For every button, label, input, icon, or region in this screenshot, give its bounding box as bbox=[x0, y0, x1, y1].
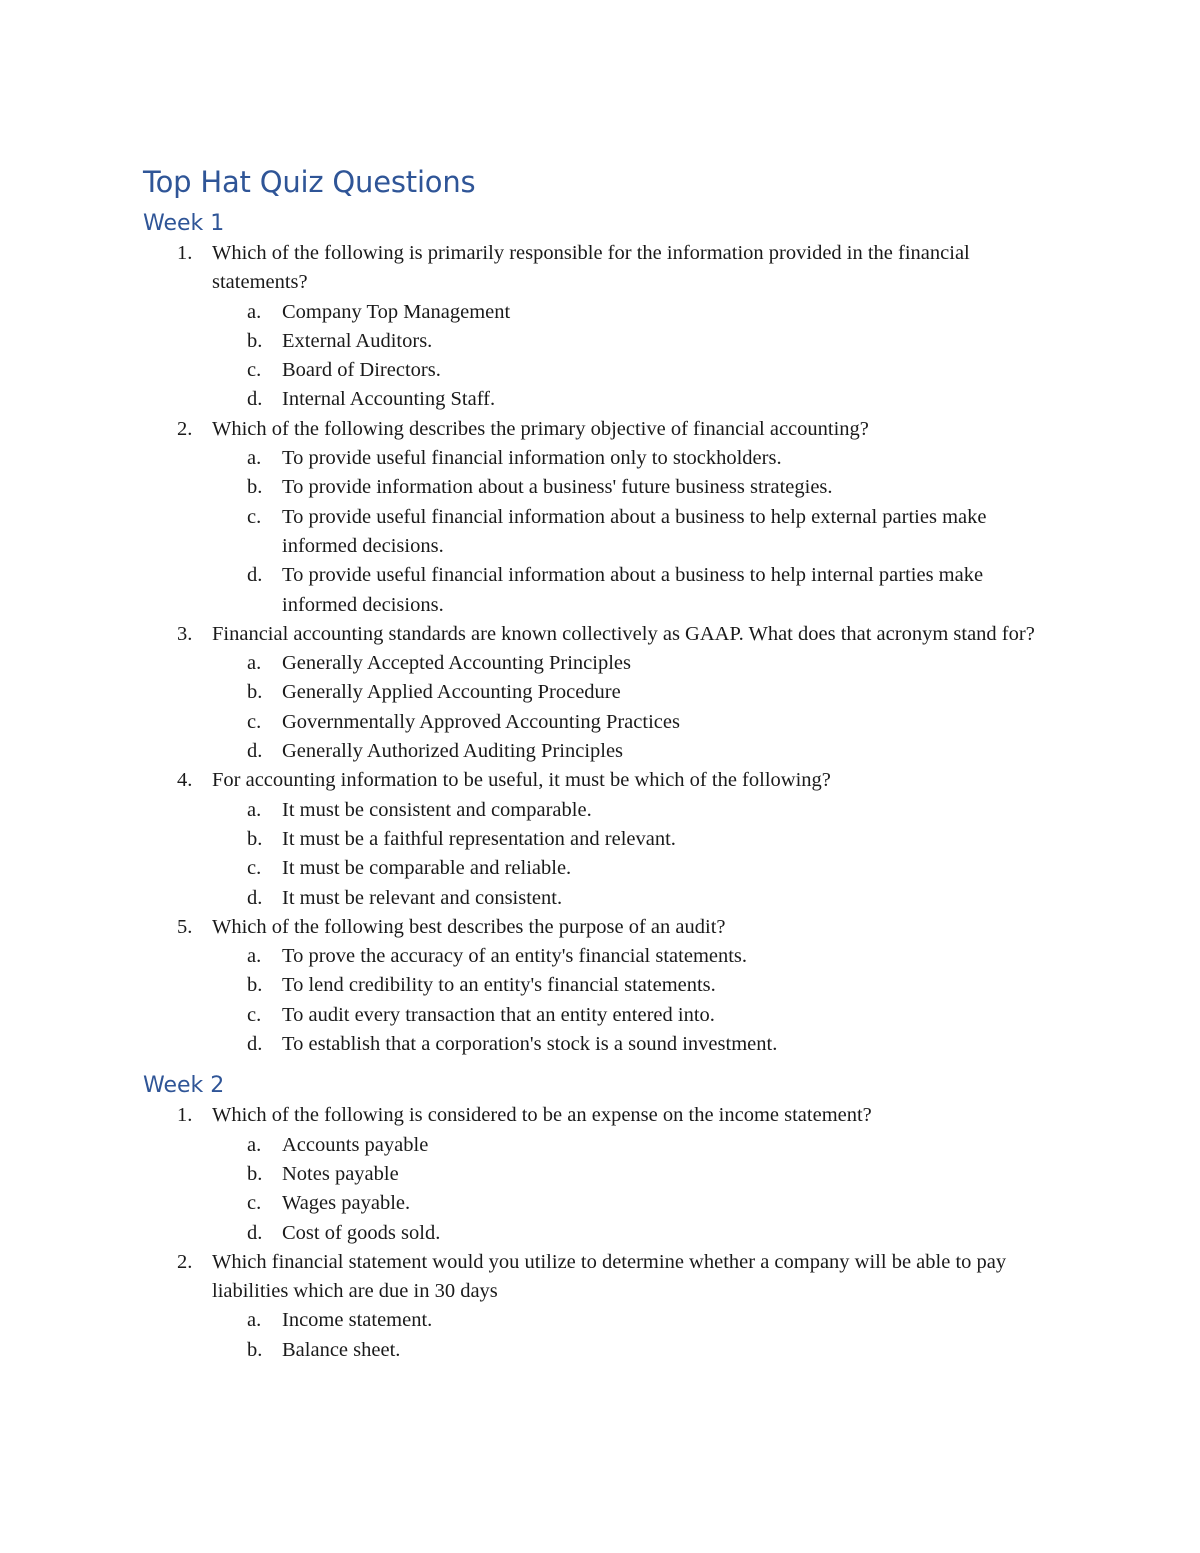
option-text: To establish that a corporation's stock is a sound investment. bbox=[282, 1033, 778, 1056]
weeks-container bbox=[143, 209, 1063, 1365]
option-letter: b. bbox=[247, 974, 263, 997]
option-text: External Auditors. bbox=[282, 329, 433, 352]
option-text: To audit every transaction that an entity entered into. bbox=[282, 1003, 715, 1026]
option-text: Board of Directors. bbox=[282, 359, 441, 382]
option-text: To provide information about a business' future business strategies. bbox=[282, 476, 833, 499]
option-letter: a. bbox=[247, 447, 262, 470]
answer-option bbox=[143, 1030, 1063, 1059]
option-text: Accounts payable bbox=[282, 1133, 429, 1156]
page-title: Top Hat Quiz Questions bbox=[143, 165, 476, 199]
document-content bbox=[143, 163, 1063, 1365]
question-list bbox=[143, 239, 1063, 1059]
option-text: Internal Accounting Staff. bbox=[282, 388, 496, 411]
answer-option bbox=[143, 1001, 1063, 1030]
answer-option bbox=[143, 649, 1063, 678]
question-text: Which of the following best describes the purpose of an audit? bbox=[212, 915, 726, 938]
option-text: It must be consistent and comparable. bbox=[282, 798, 592, 821]
question-item bbox=[143, 620, 1063, 766]
question-text: Which financial statement would you utilize to determine whether a company will be able to pay liabilities which are due in 30 days bbox=[212, 1250, 1007, 1303]
answer-option bbox=[143, 708, 1063, 737]
option-letter: d. bbox=[247, 740, 263, 763]
option-letter: a. bbox=[247, 798, 262, 821]
answer-option bbox=[143, 971, 1063, 1000]
question-item bbox=[143, 1101, 1063, 1247]
option-text: Wages payable. bbox=[282, 1192, 411, 1215]
question-list bbox=[143, 1101, 1063, 1365]
answer-option bbox=[143, 854, 1063, 883]
answer-option bbox=[143, 796, 1063, 825]
option-letter: b. bbox=[247, 329, 263, 352]
option-list bbox=[212, 298, 1063, 415]
week-heading: Week 1 bbox=[143, 211, 225, 236]
option-letter: a. bbox=[247, 652, 262, 675]
option-text: To prove the accuracy of an entity's financial statements. bbox=[282, 945, 748, 968]
question-number: 5. bbox=[177, 915, 193, 938]
question-number: 1. bbox=[177, 1104, 193, 1127]
option-text: It must be comparable and reliable. bbox=[282, 857, 572, 880]
option-text: Generally Authorized Auditing Principles bbox=[282, 740, 624, 763]
option-letter: b. bbox=[247, 681, 263, 704]
week-heading: Week 2 bbox=[143, 1073, 225, 1099]
option-letter: c. bbox=[247, 710, 262, 733]
question-item bbox=[143, 766, 1063, 912]
option-letter: a. bbox=[247, 300, 262, 323]
answer-option bbox=[143, 298, 1063, 327]
option-letter: d. bbox=[247, 1221, 263, 1244]
option-letter: a. bbox=[247, 945, 262, 968]
answer-option bbox=[143, 1131, 1063, 1160]
answer-option bbox=[143, 561, 1063, 620]
option-text: Balance sheet. bbox=[282, 1338, 401, 1361]
option-list bbox=[212, 1306, 1063, 1365]
question-number: 2. bbox=[177, 417, 193, 440]
option-letter: b. bbox=[247, 1338, 263, 1361]
option-text: It must be a faithful representation and relevant. bbox=[282, 827, 676, 850]
answer-option bbox=[143, 737, 1063, 766]
option-letter: c. bbox=[247, 1192, 262, 1215]
question-item bbox=[143, 1248, 1063, 1365]
question-item bbox=[143, 239, 1063, 415]
option-list bbox=[212, 649, 1063, 766]
answer-option bbox=[143, 444, 1063, 473]
question-text: Financial accounting standards are known collectively as GAAP. What does that acronym stand for? bbox=[212, 622, 1035, 645]
answer-option bbox=[143, 678, 1063, 707]
option-letter: c. bbox=[247, 505, 262, 528]
option-letter: d. bbox=[247, 388, 263, 411]
option-text: To provide useful financial information only to stockholders. bbox=[282, 447, 782, 470]
answer-option bbox=[143, 473, 1063, 502]
answer-option bbox=[143, 1189, 1063, 1218]
option-text: Governmentally Approved Accounting Practices bbox=[282, 710, 680, 733]
option-text: Notes payable bbox=[282, 1162, 399, 1185]
option-text: Generally Accepted Accounting Principles bbox=[282, 652, 631, 675]
option-text: Company Top Management bbox=[282, 300, 511, 323]
question-number: 2. bbox=[177, 1250, 193, 1273]
option-list bbox=[212, 942, 1063, 1059]
option-list bbox=[212, 796, 1063, 913]
question-text: Which of the following describes the primary objective of financial accounting? bbox=[212, 417, 869, 440]
option-text: It must be relevant and consistent. bbox=[282, 886, 563, 909]
option-list bbox=[212, 1131, 1063, 1248]
question-text: For accounting information to be useful, it must be which of the following? bbox=[212, 769, 831, 792]
option-letter: a. bbox=[247, 1133, 262, 1156]
answer-option bbox=[143, 1336, 1063, 1365]
answer-option bbox=[143, 942, 1063, 971]
option-text: To lend credibility to an entity's financial statements. bbox=[282, 974, 716, 997]
question-number: 3. bbox=[177, 622, 193, 645]
question-item bbox=[143, 913, 1063, 1059]
answer-option bbox=[143, 884, 1063, 913]
option-letter: d. bbox=[247, 1033, 263, 1056]
answer-option bbox=[143, 825, 1063, 854]
answer-option bbox=[143, 1219, 1063, 1248]
option-letter: b. bbox=[247, 827, 263, 850]
answer-option bbox=[143, 503, 1063, 562]
answer-option bbox=[143, 356, 1063, 385]
answer-option bbox=[143, 1306, 1063, 1335]
option-text: Income statement. bbox=[282, 1309, 433, 1332]
option-letter: c. bbox=[247, 1003, 262, 1026]
question-number: 4. bbox=[177, 769, 193, 792]
answer-option bbox=[143, 327, 1063, 356]
option-letter: c. bbox=[247, 359, 262, 382]
option-text: Generally Applied Accounting Procedure bbox=[282, 681, 621, 704]
option-text: To provide useful financial information about a business to help external parties make informed decisions. bbox=[282, 505, 987, 557]
option-letter: d. bbox=[247, 886, 263, 909]
option-letter: b. bbox=[247, 476, 263, 499]
answer-option bbox=[143, 385, 1063, 414]
option-letter: b. bbox=[247, 1162, 263, 1185]
question-text: Which of the following is considered to be an expense on the income statement? bbox=[212, 1104, 872, 1127]
option-text: Cost of goods sold. bbox=[282, 1221, 441, 1244]
option-list bbox=[212, 444, 1063, 620]
option-text: To provide useful financial information about a business to help internal parties make informed decisions. bbox=[282, 564, 984, 616]
option-letter: a. bbox=[247, 1309, 262, 1332]
option-letter: c. bbox=[247, 857, 262, 880]
question-text: Which of the following is primarily responsible for the information provided in the financial statements? bbox=[212, 242, 970, 294]
answer-option bbox=[143, 1160, 1063, 1189]
question-number: 1. bbox=[177, 242, 193, 264]
option-letter: d. bbox=[247, 564, 263, 587]
question-item bbox=[143, 415, 1063, 620]
